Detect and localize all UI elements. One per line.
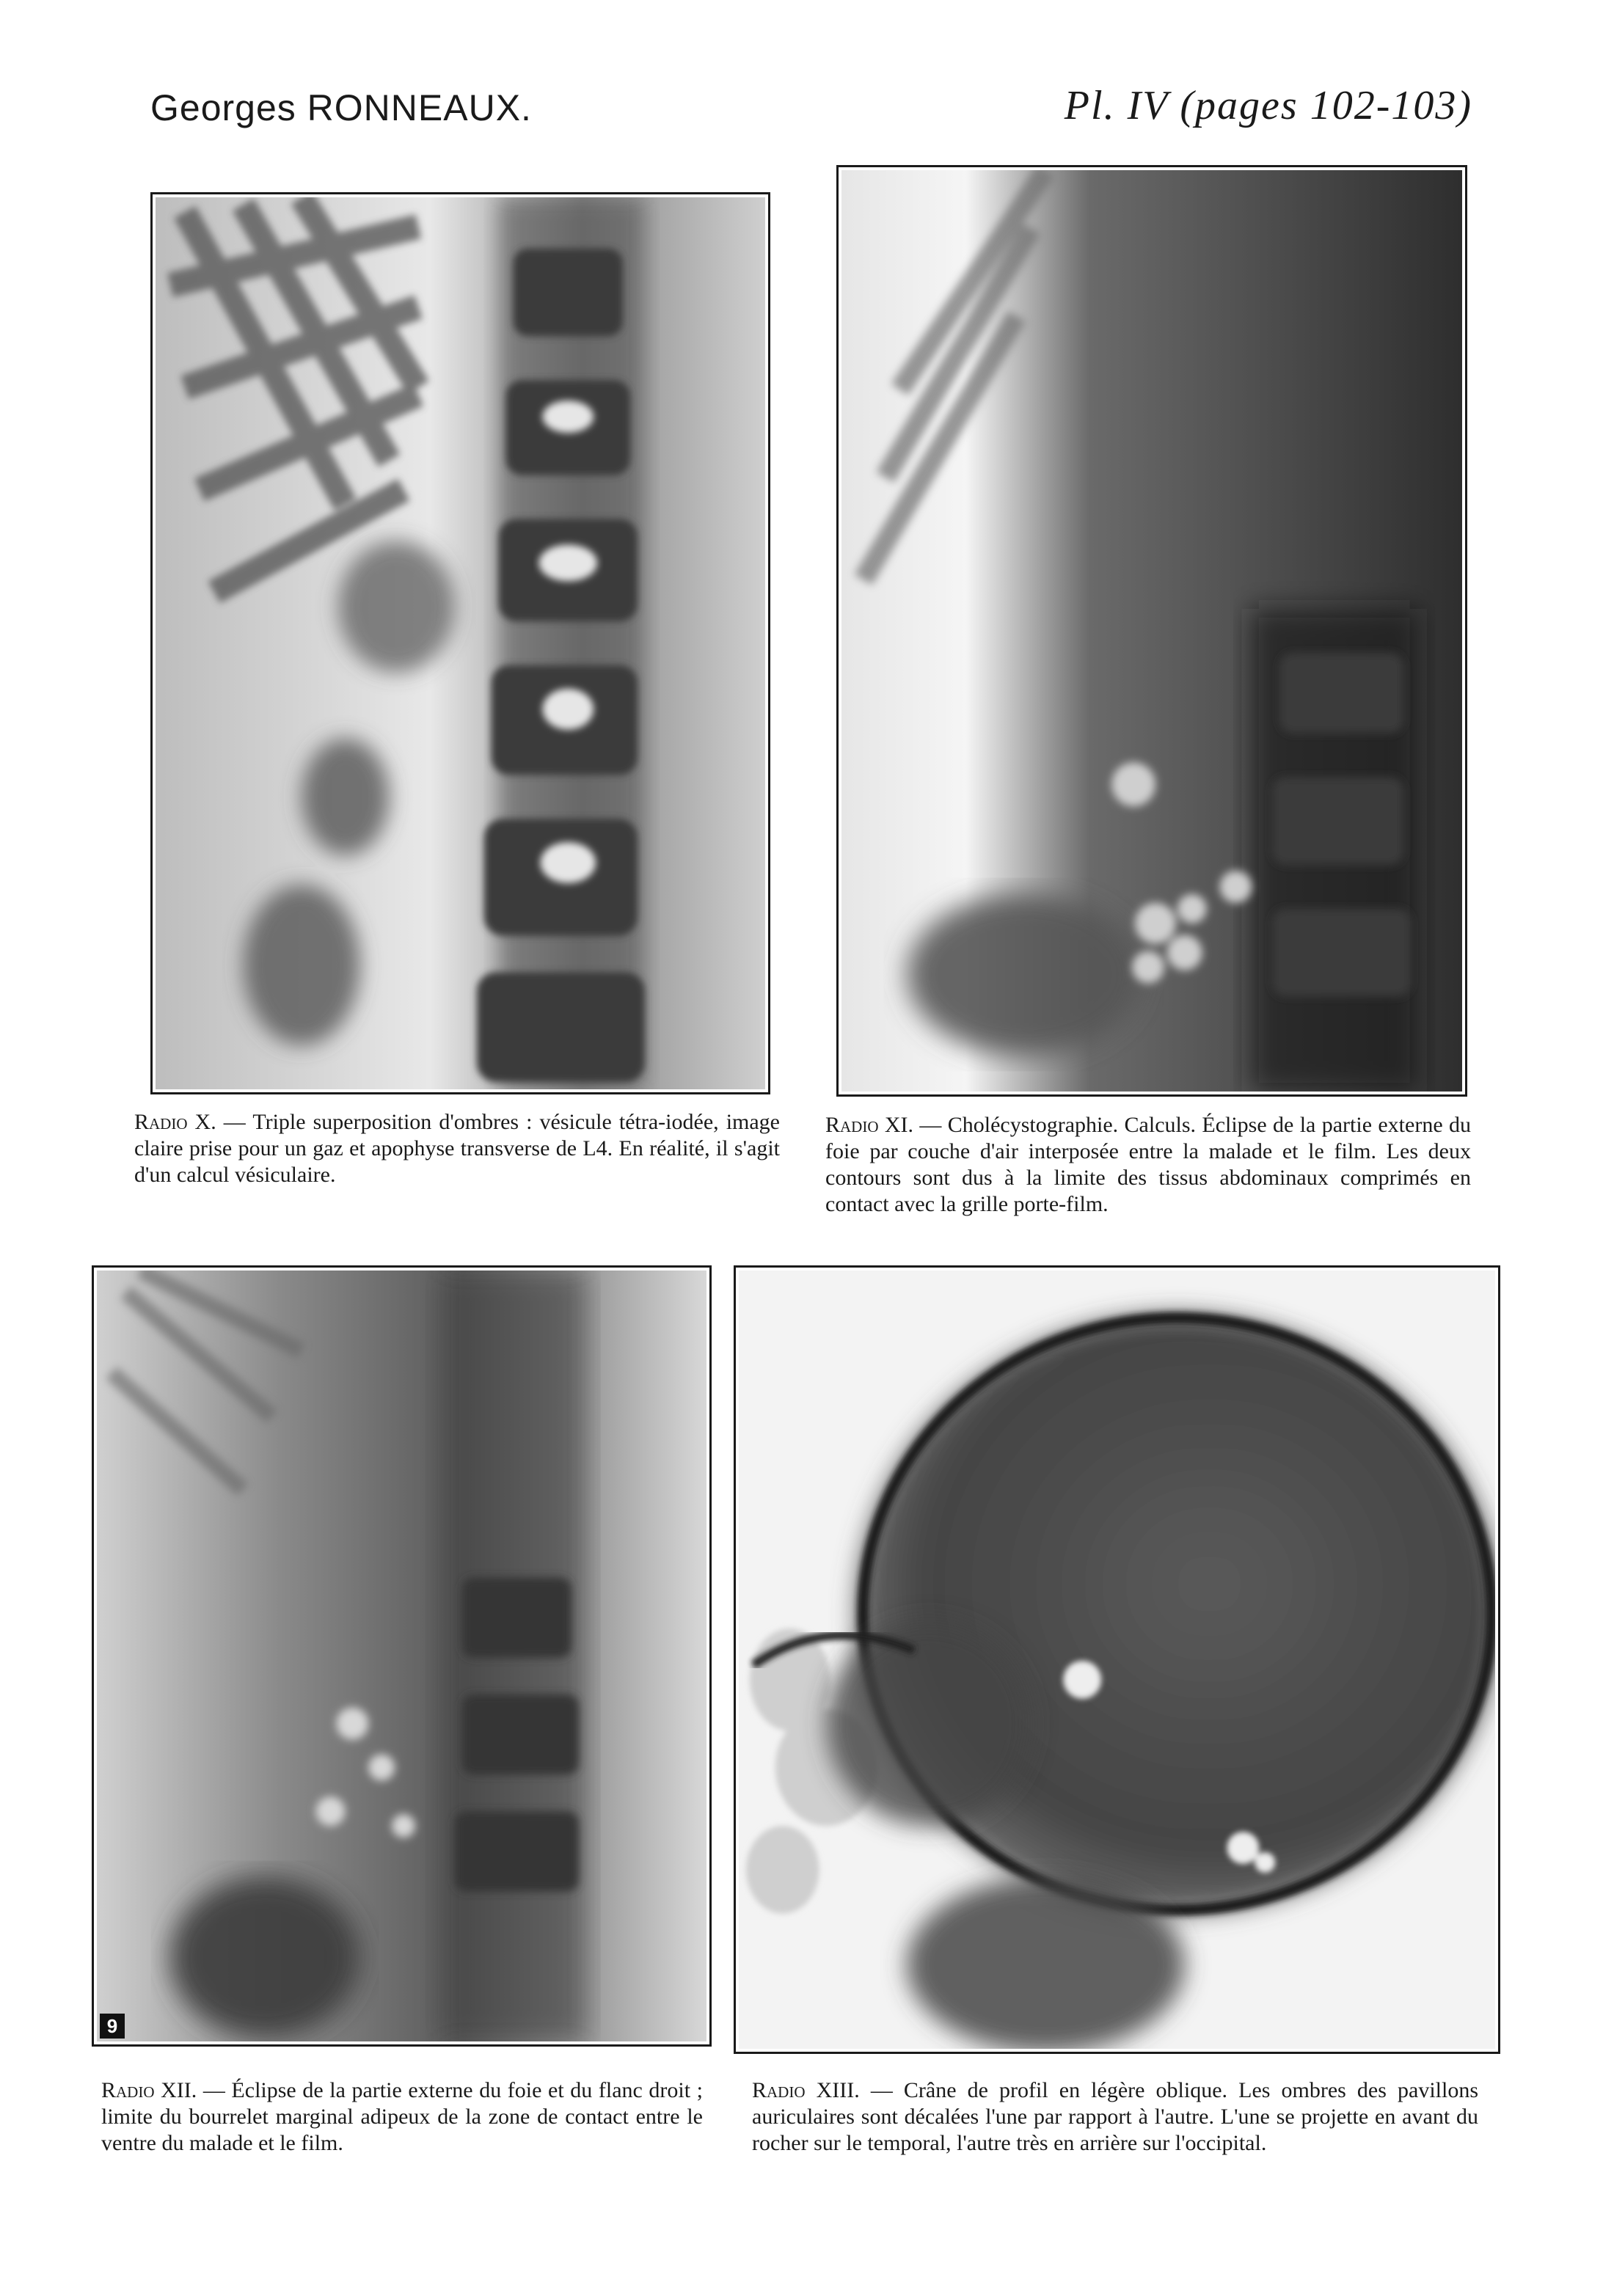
radiograph-xiii-image: [739, 1271, 1495, 2049]
radiograph-xi-image: [841, 170, 1462, 1092]
radiograph-x-image: [156, 197, 765, 1089]
caption-radio-xi: [825, 1112, 1471, 1218]
radiograph-xiii: [734, 1265, 1500, 2054]
radiograph-xii: [92, 1265, 712, 2047]
caption-radio-x: [134, 1109, 780, 1188]
caption-radio-xii: [101, 2077, 703, 2157]
caption-text: — Triple superposition d'ombres : vésicule tétra-iodée, image claire prise pour un gaz et apophyse transverse de L4. En réalité, il s'agit d'un calcul vésiculaire.: [134, 1110, 780, 1187]
caption-label: Radio X.: [134, 1110, 216, 1134]
caption-text: — Crâne de profil en légère oblique. Les ombres des pavillons auriculaires sont décalées l'une par rapport à l'autre. L'une se projette en avant du rocher sur le temporal, l'autre très en arrière sur l'occipital.: [752, 2078, 1478, 2155]
caption-label: Radio XII.: [101, 2078, 197, 2102]
radiograph-xii-image: [97, 1271, 706, 2041]
caption-label: Radio XIII.: [752, 2078, 860, 2102]
caption-label: Radio XI.: [825, 1113, 914, 1137]
plate-mark: 9: [100, 2014, 125, 2039]
radiograph-x: [150, 192, 770, 1094]
header-author: Georges RONNEAUX.: [150, 87, 532, 128]
radiograph-xi: [836, 165, 1467, 1097]
caption-text: — Éclipse de la partie externe du foie et du flanc droit ; limite du bourrelet marginal adipeux de la zone de contact entre le ventre du malade et le film.: [101, 2078, 703, 2155]
caption-text: — Cholécystographie. Calculs. Éclipse de la partie externe du foie par couche d'air interposée entre la malade et le film. Les deux contours sont dus à la limite des tissus abdominaux comprimés en contact avec la grille porte-film.: [825, 1113, 1471, 1216]
header-plate-reference: Pl. IV (pages 102-103): [1064, 83, 1472, 128]
caption-radio-xiii: [752, 2077, 1478, 2157]
